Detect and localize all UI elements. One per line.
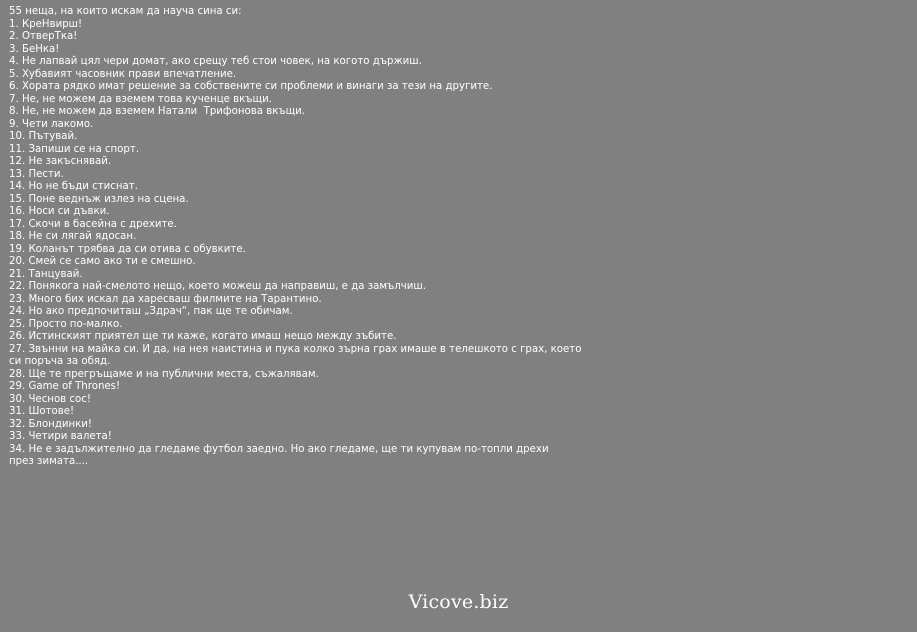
list-item: 20. Смей се само ако ти е смешно. [9,256,196,267]
site-watermark: Vicove.biz [408,591,509,613]
list-item: 34. Не е задължително да гледаме футбол заедно. Но ако гледаме, ще ти купувам по-топли дрехи през зимата.... [9,443,552,467]
list-item: 11. Запиши се на спорт. [9,143,140,155]
text-document [9,6,904,469]
list-item: 29. Game of Thrones! [9,381,121,392]
list-item: 8. Не, не можем да вземем Натали Трифонова вкъщи. [9,106,306,117]
list-item: 9. Чети лакомо. [9,118,94,130]
list-item: 26. Истинският приятел ще ти каже, когато имаш нещо между зъбите. [9,331,397,342]
list-item: 7. Не, не можем да вземем това кученце вкъщи. [9,93,272,105]
list-item: 5. Хубавият часовник прави впечатление. [9,68,237,80]
list-item: 3. БеНка! [9,43,60,55]
list-item: 24. Но ако предпочиташ „Здрач“, пак ще те обичам. [9,306,293,317]
list-item: 23. Много бих искал да харесваш филмите на Тарантино. [9,293,322,305]
list-item: 25. Просто по-малко. [9,318,123,330]
document-title: 55 неща, на които искам да науча сина си: [9,6,242,17]
list-item: 6. Хората рядко имат решение за собствените си проблеми и винаги за тези на другите. [9,81,493,92]
list [9,19,904,469]
list-item: 33. Четири валета! [9,431,112,442]
list-item: 32. Блондинки! [9,418,93,430]
list-item: 14. Но не бъди стиснат. [9,181,138,192]
list-item: 12. Не закъснявай. [9,156,112,167]
list-item: 27. Звънни на майка си. И да, на нея наистина и пука колко зърна грах имаше в телешкото с грах, което си поръча за обяд. [9,343,585,367]
list-item: 2. ОтверТка! [9,31,78,42]
list-item: 28. Ще те прегръщаме и на публични места, съжалявам. [9,368,319,380]
list-item: 10. Пътувай. [9,131,78,142]
list-item: 1. КреНвирш! [9,18,83,30]
list-item: 21. Танцувай. [9,268,83,280]
list-item: 22. Понякога най-смелото нещо, което можеш да направиш, е да замълчиш. [9,281,426,292]
list-item: 19. Коланът трябва да си отива с обувките. [9,243,246,255]
list-item: 17. Скочи в басейна с дрехите. [9,218,177,230]
list-item: 16. Носи си дъвки. [9,206,110,217]
list-item: 30. Чеснов сос! [9,393,91,405]
list-item: 31. Шотове! [9,406,75,417]
list-item: 15. Поне веднъж излез на сцена. [9,193,189,205]
list-item: 18. Не си лягай ядосан. [9,231,137,242]
list-item: 13. Пести. [9,168,64,180]
list-item: 4. Не лапвай цял чери домат, ако срещу теб стои човек, на когото държиш. [9,56,422,67]
